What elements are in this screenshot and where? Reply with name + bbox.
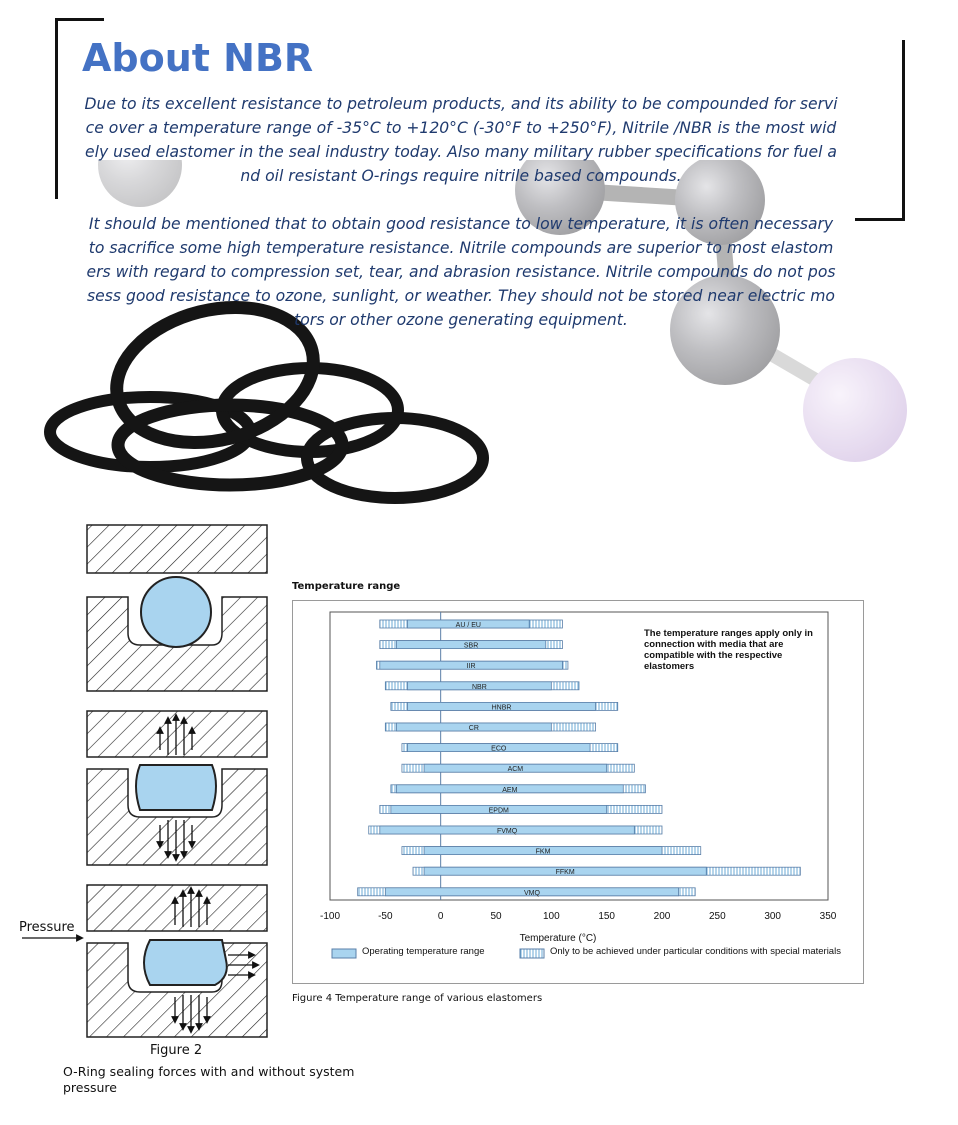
bar-label: AU / EU	[455, 622, 481, 629]
x-tick-label: 0	[437, 911, 444, 922]
bar-label: EPDM	[488, 807, 509, 815]
bar-label: HNBR	[491, 704, 512, 712]
bar-label: FFKM	[555, 869, 575, 877]
bar-label: NBR	[472, 683, 487, 691]
x-tick-label: 300	[764, 911, 782, 922]
legend-operating-label: Operating temperature range	[362, 946, 485, 957]
bar-label: ACM	[507, 766, 524, 774]
bar-label: VMQ	[523, 889, 540, 897]
pressure-label: Pressure	[19, 920, 75, 935]
x-tick-label: 200	[653, 911, 671, 922]
x-tick-label: 50	[490, 911, 502, 922]
x-tick-label: -50	[378, 911, 393, 922]
legend-operating-swatch	[332, 949, 356, 958]
chart-note: The temperature ranges apply only in connection with media that are compatible with the respective elastomers	[644, 628, 813, 672]
intro-paragraph: Due to its excellent resistance to petroleum products, and its ability to be compounded for service over a temperature range of -35°C to +120°C (-30°F to +250°F), Nitrile /NBR is the most widely used elastomer in the seal industry today. Also many military rubber specifications for fuel and oil resistant O-rings require nitrile based compounds.	[84, 95, 838, 185]
figure4-caption: Figure 4 Temperature range of various elastomers	[292, 993, 543, 1004]
details-paragraph: It should be mentioned that to obtain good resistance to low temperature, it is often necessary to sacrifice some high temperature resistance. Nitrile compounds are superior to most elastomers with regard to compression set, tear, and abrasion resistance. Nitrile compounds do not possess good resistance to ozone, sunlight, or weather. They should not be stored near electric motors or other ozone generating equipment.	[86, 215, 836, 329]
figure2-caption: O-Ring sealing forces with and without system pressure	[63, 1064, 355, 1095]
x-tick-label: -100	[319, 911, 341, 922]
x-tick-label: 350	[819, 911, 837, 922]
o-ring-sealing-diagram	[0, 515, 290, 1040]
legend-special-swatch	[520, 949, 544, 958]
page-title: About NBR	[82, 36, 314, 80]
bar-label: IIR	[466, 663, 476, 671]
diagram-with-pressure	[22, 885, 267, 1037]
diagram-no-pressure	[87, 525, 267, 691]
frame-corner-bottom-right	[855, 40, 905, 221]
chart-ticks	[320, 911, 837, 922]
temperature-range-chart	[292, 600, 864, 985]
bar-label: FKM	[535, 848, 551, 856]
chart-title: Temperature range	[292, 581, 401, 592]
bar-label: FVMQ	[496, 828, 518, 835]
x-tick-label: 100	[542, 911, 560, 922]
bar-label: SBR	[463, 642, 479, 650]
chart-x-label: Temperature (°C)	[519, 933, 597, 944]
x-tick-label: 250	[708, 911, 726, 922]
bar-label: AEM	[502, 786, 518, 794]
x-tick-label: 150	[598, 911, 616, 922]
figure2-title: Figure 2	[150, 1043, 203, 1058]
legend-special-label: Only to be achieved under particular conditions with special materials	[550, 946, 841, 957]
diagram-squeezed	[87, 711, 267, 865]
bar-label: ECO	[491, 745, 507, 753]
bar-label: CR	[468, 725, 479, 732]
